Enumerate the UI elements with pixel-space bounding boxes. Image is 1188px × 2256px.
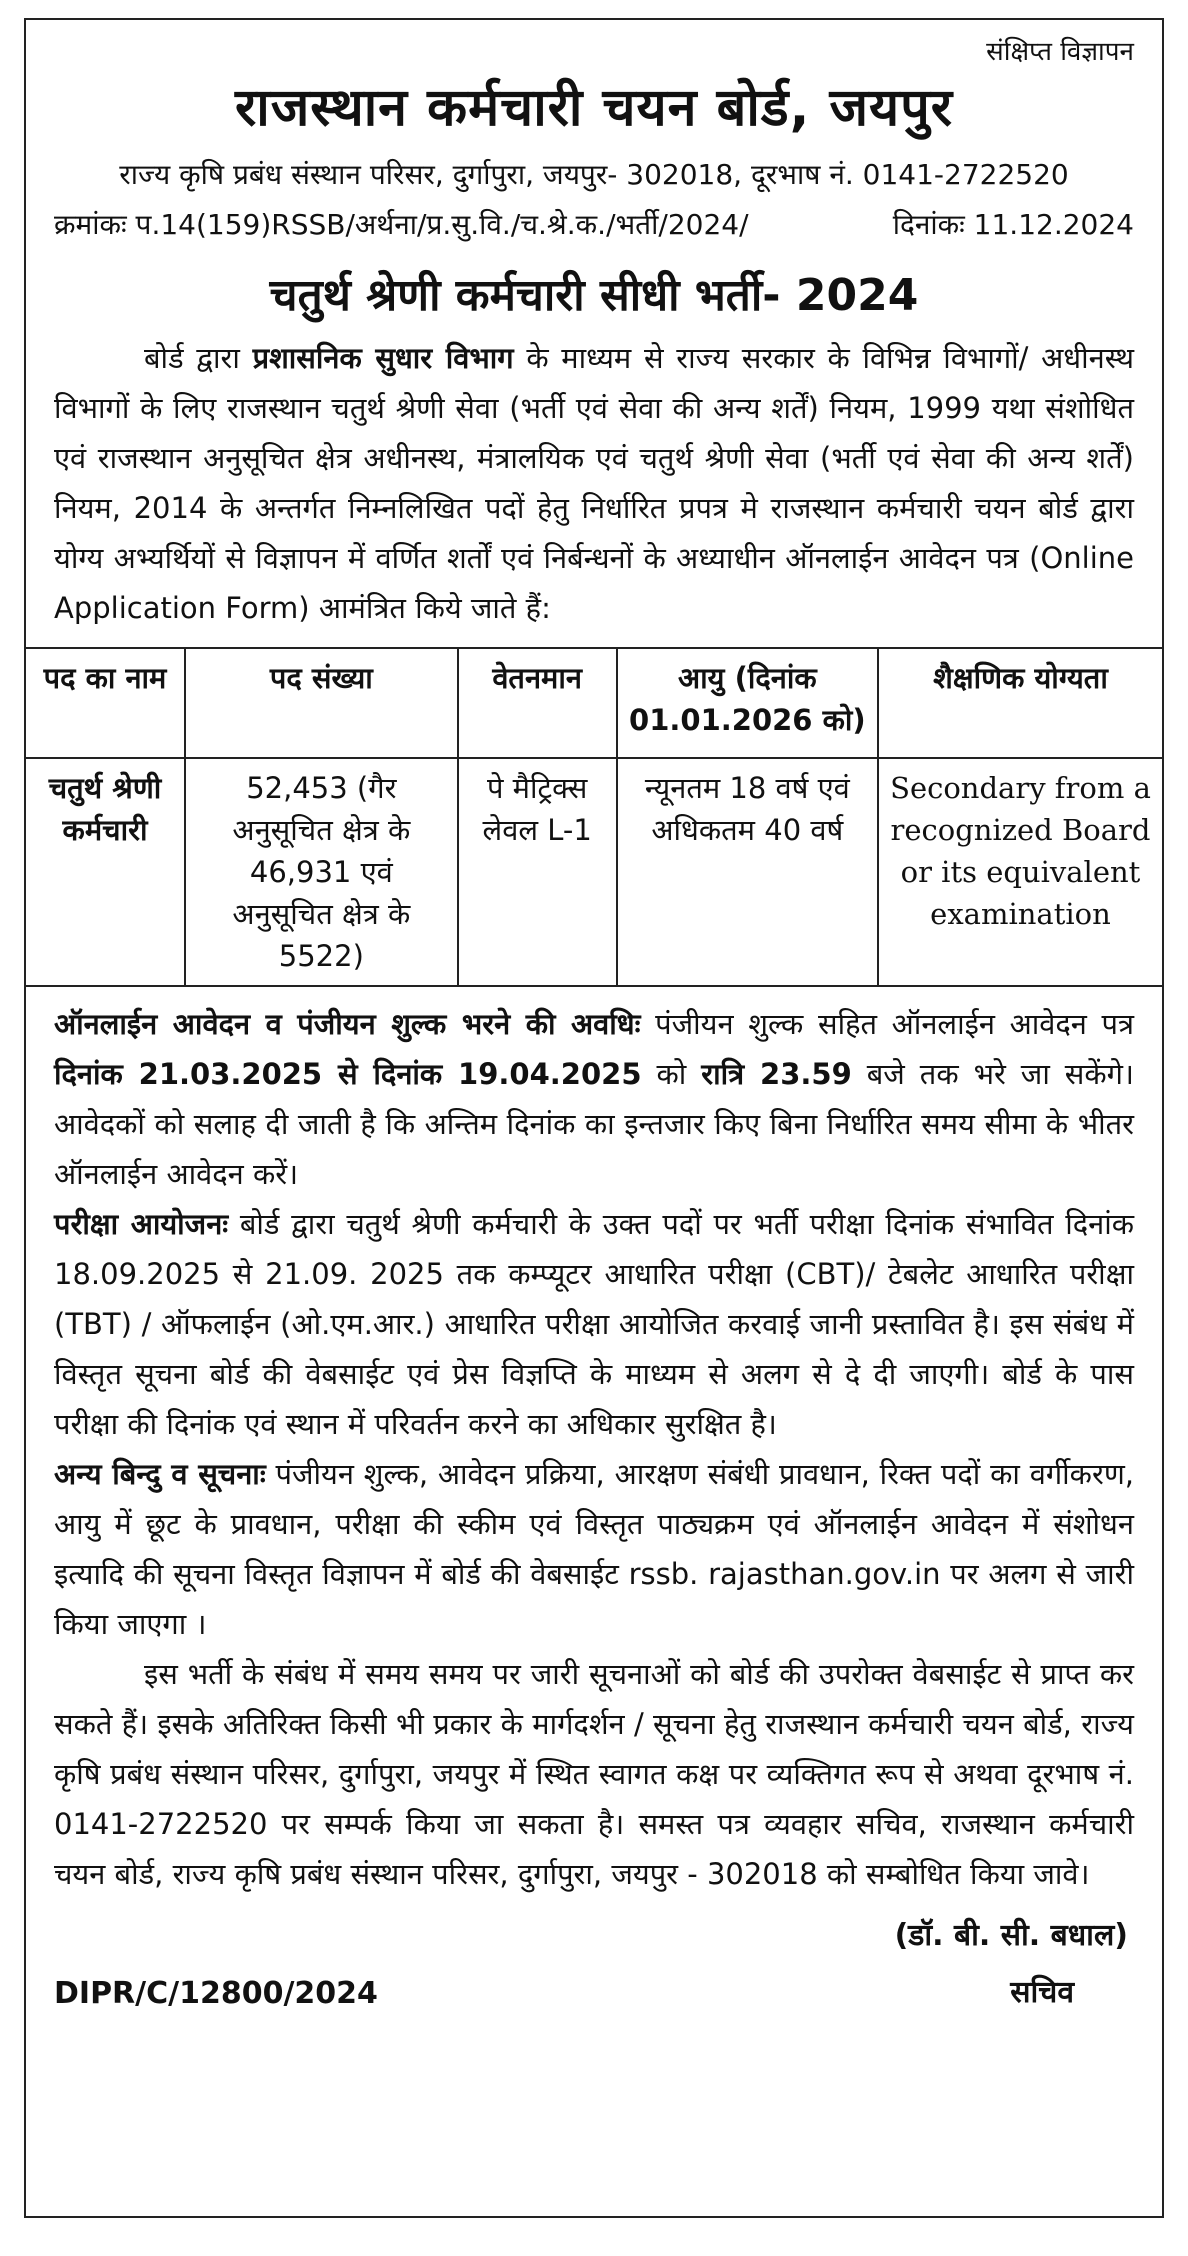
cell-pay-scale: पे मैट्रिक्स लेवल L-1 — [458, 758, 617, 986]
header-age: आयु (दिनांक 01.01.2026 को) — [617, 648, 878, 758]
header-post-name: पद का नाम — [26, 648, 185, 758]
online-application-section — [54, 999, 1134, 1199]
header-post-count: पद संख्या — [185, 648, 458, 758]
cell-post-count: 52,453 (गैर अनुसूचित क्षेत्र के 46,931 एवं अनुसूचित क्षेत्र के 5522) — [185, 758, 458, 986]
exam-text: बोर्ड द्वारा चतुर्थ श्रेणी कर्मचारी के उक्त पदों पर भर्ती परीक्षा दिनांक संभावित दिनांक 18.09.2025 से 21.09. 2025 तक कम्प्यूटर आधारित परीक्षा (CBT)/ टेबलेट आधारित परीक्षा (TBT) / ऑफलाईन (ओ.एम.आर.) आधारित परीक्षा आयोजित करवाई जानी प्रस्तावित है। इस संबंध में विस्तृत सूचना बोर्ड की वेबसाईट एवं प्रेस विज्ञप्ति के माध्यम से अलग से दे दी जाएगी। बोर्ड के पास परीक्षा की दिनांक एवं स्थान में परिवर्तन करने का अधिकार सुरक्षित है। — [54, 1207, 1135, 1441]
table-header-row — [26, 648, 1162, 758]
other-heading: अन्य बिन्दु व सूचनाः — [54, 1457, 266, 1491]
post-details-table — [26, 647, 1162, 987]
footer — [54, 1970, 1134, 2011]
table-row — [26, 758, 1162, 986]
online-text-3: बजे तक भरे जा सकेंगे। आवेदकों को सलाह दी जाती है कि अन्तिम दिनांक का इन्तजार किए बिना निर्धारित समय सीमा के भीतर ऑनलाईन आवेदन करें। — [54, 1057, 1135, 1191]
reference-number: क्रमांकः प.14(159)RSSB/अर्थना/प्र.सु.वि./च.श्रे.क./भर्ती/2024/ — [54, 208, 749, 241]
online-time: रात्रि 23.59 — [701, 1057, 852, 1091]
notice-date: दिनांकः 11.12.2024 — [892, 208, 1134, 241]
recruitment-title: चतुर्थ श्रेणी कर्मचारी सीधी भर्ती- 2024 — [269, 270, 919, 321]
exam-heading: परीक्षा आयोजनः — [54, 1207, 229, 1241]
dipr-code: DIPR/C/12800/2024 — [54, 1976, 378, 2011]
other-text: पंजीयन शुल्क, आवेदन प्रक्रिया, आरक्षण संबंधी प्रावधान, रिक्त पदों का वर्गीकरण, आयु में छूट के प्रावधान, परीक्षा की स्कीम एवं विस्तृत पाठ्यक्रम एवं ऑनलाईन आवेदन में संशोधन इत्यादि की सूचना विस्तृत विज्ञापन में बोर्ड की वेबसाईट rssb. rajasthan.gov.in पर अलग से जारी किया जाएगा । — [54, 1457, 1135, 1641]
other-info-section — [54, 1449, 1134, 1649]
signatory-designation: सचिव — [1010, 1975, 1074, 2010]
board-name: राजस्थान कर्मचारी चयन बोर्ड, जयपुर — [234, 78, 954, 138]
closing-paragraph: इस भर्ती के संबंध में समय समय पर जारी सूचनाओं को बोर्ड की उपरोक्त वेबसाईट से प्राप्त कर सकते हैं। इसके अतिरिक्त किसी भी प्रकार के मार्गदर्शन / सूचना हेतु राजस्थान कर्मचारी चयन बोर्ड, राज्य कृषि प्रबंध संस्थान परिसर, दुर्गापुरा, जयपुर में स्थित स्वागत कक्ष पर व्यक्तिगत रूप से अथवा दूरभाष नं. 0141-2722520 पर सम्पर्क किया जा सकता है। समस्त पत्र व्यवहार सचिव, राजस्थान कर्मचारी चयन बोर्ड, राज्य कृषि प्रबंध संस्थान परिसर, दुर्गापुरा, जयपुर - 302018 को सम्बोधित किया जावे। — [54, 1657, 1134, 1891]
cell-age: न्यूनतम 18 वर्ष एवं अधिकतम 40 वर्ष — [617, 758, 878, 986]
online-heading: ऑनलाईन आवेदन व पंजीयन शुल्क भरने की अवधिः — [54, 1007, 641, 1041]
exam-section — [54, 1199, 1134, 1449]
header-pay-scale: वेतनमान — [458, 648, 617, 758]
board-address: राज्य कृषि प्रबंध संस्थान परिसर, दुर्गापुरा, जयपुर- 302018, दूरभाष नं. 0141-2722520 — [119, 158, 1069, 191]
reference-row — [54, 205, 1134, 243]
cell-qualification: Secondary from a recognized Board or its equivalent examination — [878, 758, 1162, 986]
intro-paragraph — [54, 333, 1134, 633]
online-text-2: को — [641, 1057, 702, 1091]
cell-post-name: चतुर्थ श्रेणी कर्मचारी — [26, 758, 185, 986]
online-date-range: दिनांक 21.03.2025 से दिनांक 19.04.2025 — [54, 1057, 642, 1091]
intro-text-2: के माध्यम से राज्य सरकार के विभिन्न विभागों/ अधीनस्थ विभागों के लिए राजस्थान चतुर्थ श्रेणी सेवा (भर्ती एवं सेवा की अन्य शर्तें) नियम, 1999 यथा संशोधित एवं राजस्थान अनुसूचित क्षेत्र अधीनस्थ, मंत्रालयिक एवं चतुर्थ श्रेणी सेवा (भर्ती एवं सेवा की अन्य शर्तें) नियम, 2014 के अन्तर्गत निम्नलिखित पदों हेतु निर्धारित प्रपत्र मे राजस्थान कर्मचारी चयन बोर्ड द्वारा योग्य अभ्यर्थियों से विज्ञापन में वर्णित शर्तों एवं निर्बन्धनों के अध्याधीन ऑनलाईन आवेदन पत्र (Online Application Form) आमंत्रित किये जाते हैं: — [54, 341, 1134, 625]
signatory-name: (डॉ. बी. सी. बधाल) — [894, 1918, 1128, 1953]
online-text-1: पंजीयन शुल्क सहित ऑनलाईन आवेदन पत्र — [640, 1007, 1134, 1041]
advertisement-page — [24, 18, 1164, 2218]
intro-department: प्रशासनिक सुधार विभाग — [252, 341, 514, 375]
intro-text-1: बोर्ड द्वारा — [144, 341, 253, 375]
short-advertisement-tag: संक्षिप्त विज्ञापन — [986, 37, 1134, 67]
header-qualification: शैक्षणिक योग्यता — [878, 648, 1162, 758]
